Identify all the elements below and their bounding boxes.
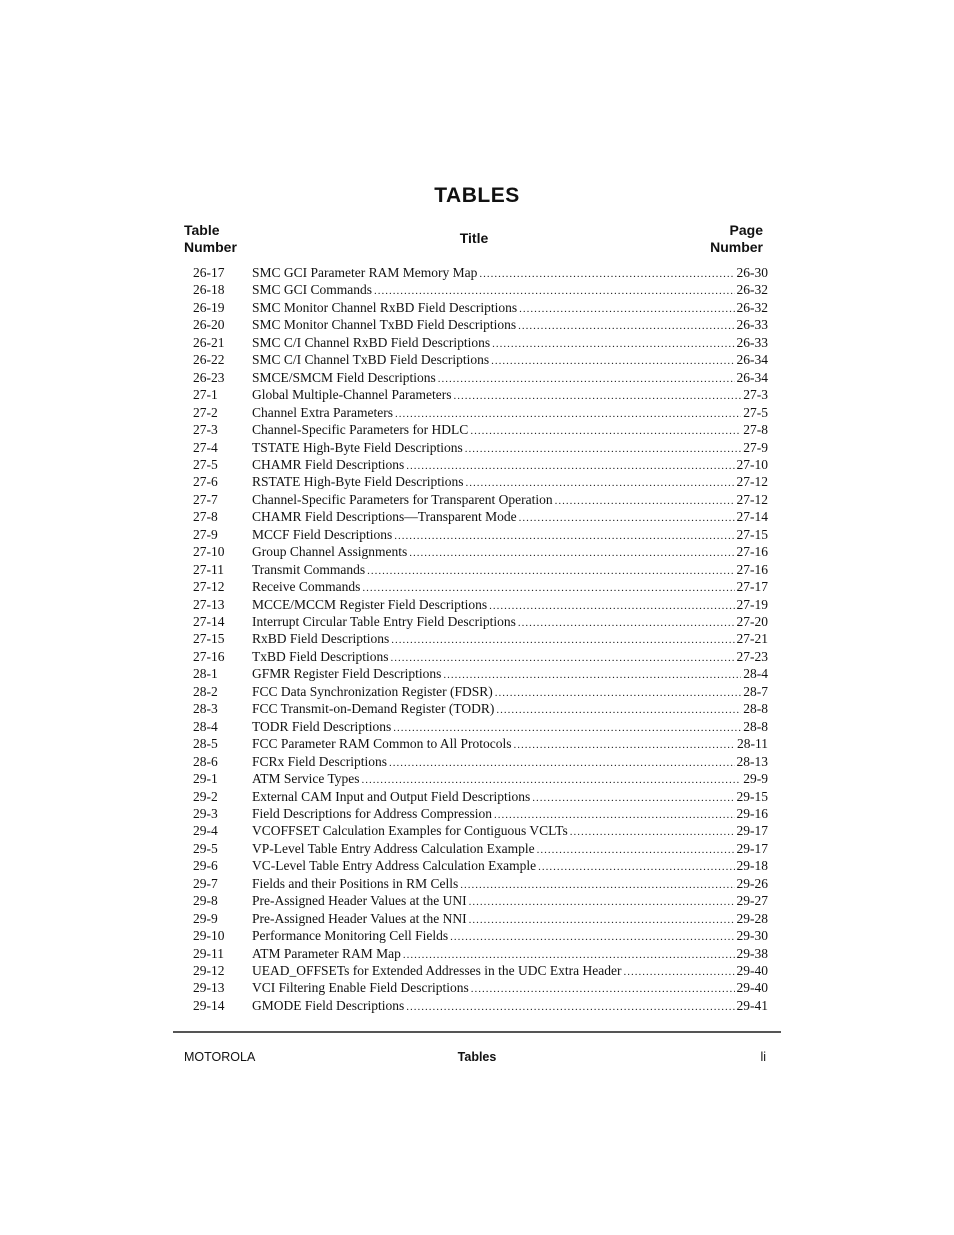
toc-entry[interactable] [0,351,954,369]
toc-entry-number: 27-13 [193,596,225,612]
toc-entry-title: FCC Transmit-on-Demand Register (TODR) [252,701,495,717]
toc-entry[interactable] [0,386,954,404]
column-header-table-line2: Number [184,239,237,255]
toc-entry-page: 26-34 [736,352,768,368]
toc-entry[interactable] [0,927,954,945]
toc-entry-number: 27-15 [193,631,225,647]
toc-entry-number: 27-6 [193,474,218,490]
toc-entry-title: SMC C/I Channel TxBD Field Descriptions [252,352,490,368]
toc-entry-page: 28-11 [737,736,768,752]
toc-entry-page: 27-17 [736,579,768,595]
toc-entry-number: 27-14 [193,614,225,629]
toc-entry-title: RxBD Field Descriptions [252,631,390,647]
toc-entry-page: 27-3 [743,387,768,403]
toc-entry[interactable] [0,299,954,317]
toc-entry[interactable] [0,334,954,352]
toc-entry-page: 29-18 [736,858,768,874]
toc-entry[interactable] [0,962,954,980]
toc-entry-page: 27-15 [736,526,768,542]
toc-entry-number: 27-3 [193,422,218,438]
toc-entry-title: VCOFFSET Calculation Examples for Contiguous VCLTs [252,823,568,839]
toc-entry[interactable] [0,997,954,1015]
toc-entry-title: VCI Filtering Enable Field Descriptions [252,980,469,996]
toc-entry-title: GFMR Register Field Descriptions [252,666,442,682]
toc-entry-page: 29-40 [736,963,768,978]
toc-entry-page: 27-5 [743,404,768,420]
toc-entry-page: 27-12 [736,474,768,490]
toc-entry-number: 29-5 [193,840,218,856]
toc-entry-title: ATM Parameter RAM Map [252,945,401,961]
toc-entry-page: 27-19 [736,596,768,612]
toc-entry-page: 29-40 [736,980,768,996]
toc-entry[interactable] [0,979,954,997]
toc-entry[interactable] [0,910,954,928]
toc-entry-title: CHAMR Field Descriptions—Transparent Mode [252,509,517,525]
toc-entry-title: Field Descriptions for Address Compression [252,805,492,821]
toc-entry[interactable] [0,596,954,614]
toc-entry-number: 29-11 [193,945,224,961]
toc-entry[interactable] [0,700,954,718]
toc-entry-title: Interrupt Circular Table Entry Field Descriptions [252,614,516,629]
toc-entry[interactable] [0,456,954,474]
toc-entry-number: 27-5 [193,456,218,472]
toc-entry-page: 29-41 [736,997,768,1013]
toc-entry-title: TxBD Field Descriptions [252,648,389,664]
toc-entry-number: 27-1 [193,387,218,403]
footer-company: MOTOROLA [184,1050,256,1064]
toc-entry-title: SMC GCI Parameter RAM Memory Map [252,265,478,280]
toc-entry[interactable] [0,630,954,648]
toc-entry[interactable] [0,735,954,753]
toc-entry-number: 28-5 [193,736,218,752]
toc-entry-number: 29-2 [193,788,218,804]
toc-entry-title: External CAM Input and Output Field Descriptions [252,788,531,804]
toc-entry[interactable] [0,840,954,858]
toc-entry-number: 29-6 [193,858,218,874]
toc-entry-page: 27-16 [736,544,768,560]
toc-entry-number: 26-18 [193,282,225,298]
toc-entry-number: 29-13 [193,980,225,996]
toc-entry-number: 27-7 [193,491,218,507]
toc-entry-title: UEAD_OFFSETs for Extended Addresses in the UDC Extra Header [252,963,622,978]
toc-entry-title: TODR Field Descriptions [252,718,392,734]
toc-entry-title: VP-Level Table Entry Address Calculation Example [252,840,535,856]
toc-entry-number: 29-4 [193,823,218,839]
toc-entry-title: SMC Monitor Channel TxBD Field Descriptions [252,317,517,333]
toc-entry-page: 29-17 [736,840,768,856]
toc-entry-page: 27-10 [736,456,768,472]
toc-entry[interactable] [0,316,954,334]
page-title: TABLES [434,184,520,207]
toc-entry-page: 26-33 [736,334,768,350]
toc-entry-number: 26-17 [193,265,225,280]
toc-entry-page: 26-30 [736,265,768,280]
toc-entry-title: Channel Extra Parameters [252,404,393,420]
toc-entry[interactable] [0,718,954,736]
toc-entry-page: 27-8 [743,422,768,438]
toc-entry[interactable] [0,473,954,491]
toc-entry-title: Group Channel Assignments [252,544,408,560]
toc-entry-page: 28-8 [743,718,768,734]
toc-entry-number: 29-7 [193,875,218,891]
toc-entry-page: 27-20 [736,614,768,629]
toc-entry-title: Channel-Specific Parameters for HDLC [252,422,469,438]
column-header-page-line2: Number [710,239,763,255]
toc-entry-number: 28-1 [193,666,218,682]
toc-entry-number: 26-20 [193,317,225,333]
toc-entry-number: 27-16 [193,648,225,664]
toc-entry[interactable] [0,543,954,561]
toc-entry-number: 26-22 [193,352,225,368]
footer-section: Tables [457,1050,497,1064]
toc-entry-title: Transmit Commands [252,561,366,577]
footer-page-number: li [760,1050,766,1064]
toc-entry[interactable] [0,491,954,509]
toc-entry-page: 27-23 [736,648,768,664]
dot-leader [406,999,734,1017]
toc-entry-number: 27-4 [193,439,218,455]
toc-entry-page: 28-13 [736,753,768,769]
toc-entry-number: 28-2 [193,683,218,699]
toc-entry-number: 29-9 [193,910,218,926]
toc-entry-number: 28-4 [193,718,218,734]
toc-entry-title: SMC GCI Commands [252,282,373,298]
toc-entry-number: 29-12 [193,963,225,978]
toc-entry[interactable] [0,892,954,910]
toc-entry-page: 27-9 [743,439,768,455]
toc-entry-title: SMCE/SMCM Field Descriptions [252,369,436,385]
toc-entry-line [252,997,768,1017]
toc-entry-page: 29-30 [736,928,768,944]
toc-entry-number: 29-14 [193,997,225,1013]
toc-entry-title: SMC Monitor Channel RxBD Field Descriptions [252,299,518,315]
toc-entry-number: 29-8 [193,893,218,909]
toc-entry-title: SMC C/I Channel RxBD Field Descriptions [252,334,491,350]
toc-entry-page: 27-21 [736,631,768,647]
toc-entry-title: Channel-Specific Parameters for Transparent Operation [252,491,553,507]
toc-entry-page: 28-8 [743,701,768,717]
toc-entry-page: 29-27 [736,893,768,909]
toc-entry-number: 28-3 [193,701,218,717]
toc-entry-number: 27-8 [193,509,218,525]
toc-entry[interactable] [0,875,954,893]
column-header-page-number [710,222,763,256]
toc-entry-number: 27-10 [193,544,225,560]
toc-entry[interactable] [0,857,954,875]
toc-entry-number: 27-2 [193,404,218,420]
toc-entry[interactable] [0,508,954,526]
toc-entry[interactable] [0,404,954,422]
toc-entry-page: 29-16 [736,805,768,821]
toc-entry-page: 27-12 [736,491,768,507]
toc-entry[interactable] [0,439,954,457]
toc-entry[interactable] [0,665,954,683]
toc-entry-page: 26-34 [736,369,768,385]
toc-entry-title: FCRx Field Descriptions [252,753,388,769]
toc-entry-title: TSTATE High-Byte Field Descriptions [252,439,463,455]
column-header-table-line1: Table [184,222,220,238]
toc-entry-title: Global Multiple-Channel Parameters [252,387,452,403]
toc-entry-page: 29-28 [736,910,768,926]
column-header-table-number [184,222,237,256]
toc-entry-title: FCC Parameter RAM Common to All Protocols [252,736,512,752]
toc-entry-title: CHAMR Field Descriptions [252,456,405,472]
toc-entry-page: 27-14 [736,509,768,525]
toc-entry[interactable] [0,613,954,631]
toc-entry-title: MCCE/MCCM Register Field Descriptions [252,596,488,612]
toc-entry-number: 26-19 [193,299,225,315]
toc-entry[interactable] [0,683,954,701]
toc-entry-page: 29-38 [736,945,768,961]
column-header-page-line1: Page [729,222,763,238]
toc-entry[interactable] [0,421,954,439]
toc-entry-number: 27-12 [193,579,225,595]
toc-entry[interactable] [0,770,954,788]
toc-entry-number: 27-11 [193,561,224,577]
toc-entry[interactable] [0,526,954,544]
toc-entry-page: 27-16 [736,561,768,577]
toc-entry-title: GMODE Field Descriptions [252,997,405,1013]
toc-entry-page: 28-4 [743,666,768,682]
toc-entry-title: Fields and their Positions in RM Cells [252,875,459,891]
toc-entry-title: ATM Service Types [252,771,360,787]
toc-entry-number: 26-23 [193,369,225,385]
toc-entry[interactable] [0,369,954,387]
toc-entry[interactable] [0,648,954,666]
toc-entry[interactable] [0,281,954,299]
toc-entry[interactable] [0,264,954,282]
column-header-title: Title [459,230,489,246]
toc-entry-page: 28-7 [743,683,768,699]
toc-entry-page: 29-15 [736,788,768,804]
toc-entry-title: Performance Monitoring Cell Fields [252,928,449,944]
toc-entry-number: 29-1 [193,771,218,787]
toc-entry-page: 29-26 [736,875,768,891]
toc-entry[interactable] [0,561,954,579]
toc-entry-number: 27-9 [193,526,218,542]
toc-entry[interactable] [0,822,954,840]
toc-entry-title: Pre-Assigned Header Values at the NNI [252,910,467,926]
toc-entry-page: 26-32 [736,282,768,298]
toc-entry-page: 26-32 [736,299,768,315]
toc-entry-page: 29-9 [743,771,768,787]
toc-entry-title: FCC Data Synchronization Register (FDSR) [252,683,493,699]
toc-entry-number: 29-10 [193,928,225,944]
toc-entry-title: MCCF Field Descriptions [252,526,393,542]
toc-entry-page: 29-17 [736,823,768,839]
toc-entry[interactable] [0,805,954,823]
toc-entry[interactable] [0,945,954,963]
toc-entry-number: 29-3 [193,805,218,821]
toc-entry[interactable] [0,788,954,806]
toc-entry-title: Pre-Assigned Header Values at the UNI [252,893,467,909]
toc-entry[interactable] [0,753,954,771]
toc-entry-title: RSTATE High-Byte Field Descriptions [252,474,464,490]
toc-entry-number: 26-21 [193,334,225,350]
toc-entry-title: VC-Level Table Entry Address Calculation Example [252,858,537,874]
toc-entry-page: 26-33 [736,317,768,333]
toc-entry-title: Receive Commands [252,579,361,595]
toc-entry-number: 28-6 [193,753,218,769]
toc-entry[interactable] [0,578,954,596]
footer-rule [173,1031,781,1033]
